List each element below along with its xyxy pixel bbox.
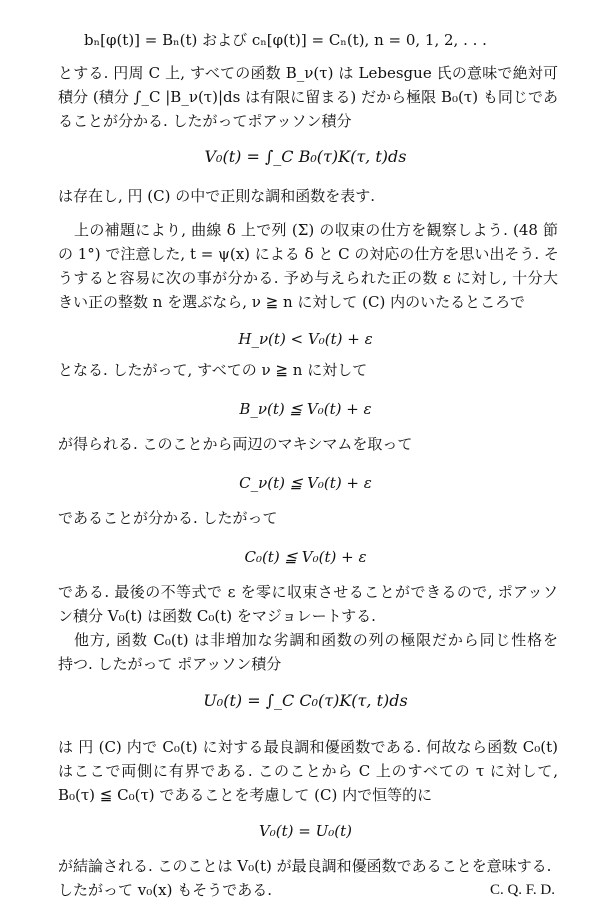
inequality-h: H_ν(t) < V₀(t) + ε [238,330,373,348]
header-equation: bₙ[φ(t)] = Bₙ(t) および cₙ[φ(t)] = Cₙ(t), n = 0, 1, 2, . . . [84,31,487,49]
paragraph-line: 上の補題により, 曲線 δ 上で列 (Σ) の収束の仕方を観察しよう. (48 節 [74,221,558,239]
paragraph-line: 他方, 函数 C₀(t) は非増加な劣調和函数の列の極限だから同じ性格を [74,631,558,649]
paragraph-line: はここで両側に有界である. このことから C 上のすべての τ に対して, [58,762,558,780]
paragraph-line: したがって v₀(x) もそうである. [58,881,272,899]
poisson-integral-v0: V₀(t) = ∫_C B₀(τ)K(τ, t)ds [204,147,407,166]
paragraph-line: とする. 円周 C 上, すべての函数 B_ν(τ) は Lebesgue 氏の意味で絶対可 [58,64,558,82]
paragraph-line: うすると容易に次の事が分かる. 予め与えられた正の数 ε に対し, 十分大 [58,269,558,287]
paragraph-line: は 円 (C) 内で C₀(t) に対する最良調和優函数である. 何故なら函数 C₀(t) [58,738,558,756]
paragraph-line: が結論される. このことは V₀(t) が最良調和優函数であることを意味する. [58,857,552,875]
paragraph-line: となる. したがって, すべての ν ≧ n に対して [58,361,368,379]
paragraph-line: きい正の整数 n を選ぶなら, ν ≧ n に対して (C) 内のいたるところで [58,293,525,311]
paragraph-line: が得られる. このことから両辺のマキシマムを取って [58,435,413,453]
poisson-integral-u0: U₀(t) = ∫_C C₀(τ)K(τ, t)ds [203,691,408,710]
paragraph-line: は存在し, 円 (C) の中で正則な調和函数を表す. [58,187,376,205]
inequality-b: B_ν(t) ≦ V₀(t) + ε [239,400,372,418]
paragraph-line: 持つ. したがって ポアッソン積分 [58,655,282,673]
identity-v0-u0: V₀(t) = U₀(t) [258,822,353,840]
qed-mark: C. Q. F. D. [489,882,555,898]
paragraph-line: であることが分かる. したがって [58,509,278,527]
paragraph-line: 積分 (積分 ∫_C |B_ν(τ)|ds は有限に留まる) だから極限 B₀(τ) も同じであ [58,88,558,106]
paragraph-line: の 1°) で注意した, t = ψ(x) による δ と C の対応の仕方を思い出そう. そ [58,245,559,263]
paragraph-line: ン積分 V₀(t) は函数 C₀(t) をマジョレートする. [58,607,376,625]
paragraph-line: B₀(τ) ≦ C₀(τ) であることを考慮して (C) 内で恒等的に [58,786,433,804]
inequality-c-nu: C_ν(t) ≦ V₀(t) + ε [239,474,372,492]
paragraph-line: ることが分かる. したがってポアッソン積分 [58,112,352,130]
paragraph-line: である. 最後の不等式で ε を零に収束させることができるので, ポアッソ [58,583,558,601]
inequality-c0: C₀(t) ≦ V₀(t) + ε [244,548,367,566]
